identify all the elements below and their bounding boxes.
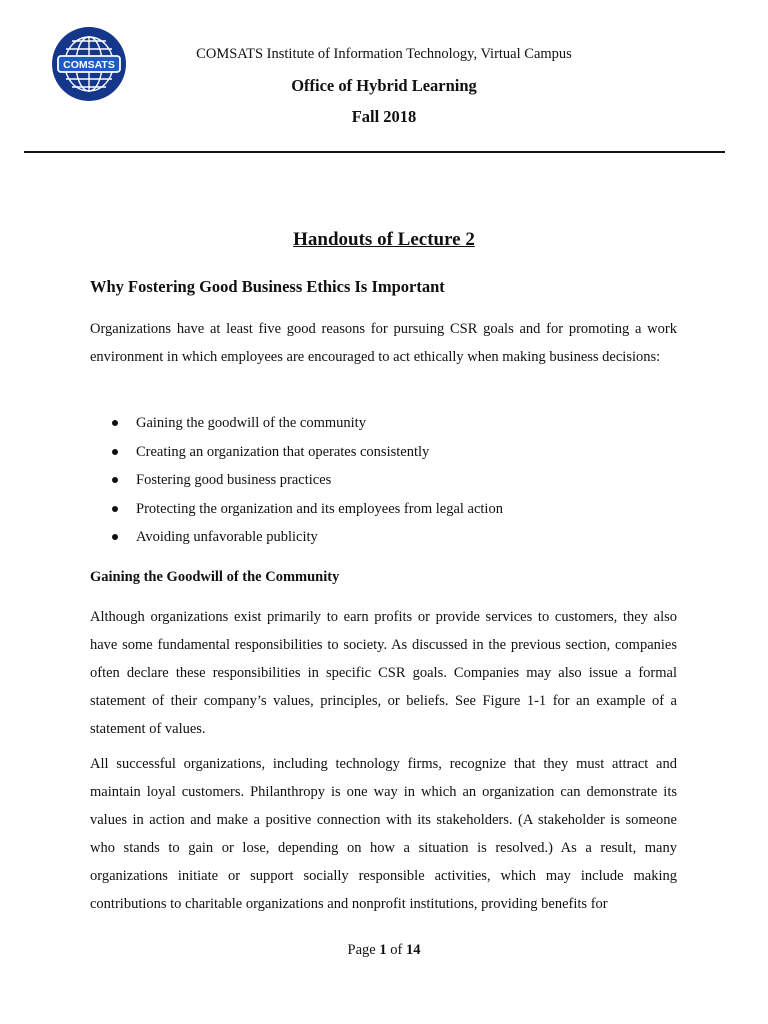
term-label: Fall 2018 bbox=[351, 107, 417, 126]
body-paragraph: All successful organizations, including technology firms, recognize that they must attract and maintain loyal customers. Philanthropy is one way in which an organization can demonstrate its values in action and make a positive connection with its stakeholders. (A stakeholder is someone who stands to gain or lose, depending on how a situation is resolved.) As a result, many organizations initiate or support socially responsible activities, which may include making contributions to charitable organizations and nonprofit institutions, providing benefits for bbox=[90, 756, 677, 912]
page-word: Page bbox=[347, 942, 376, 958]
header-divider bbox=[24, 151, 725, 153]
list-item-text: Avoiding unfavorable publicity bbox=[136, 529, 318, 545]
current-page: 1 bbox=[379, 942, 387, 958]
intro-paragraph: Organizations have at least five good reasons for pursuing CSR goals and for promoting a work environment in which employees are encouraged to act ethically when making business decisions: bbox=[90, 321, 677, 365]
list-item-text: Creating an organization that operates consistently bbox=[136, 443, 430, 460]
list-item bbox=[90, 438, 503, 467]
bullet-icon bbox=[112, 477, 118, 483]
logo-text: COMSATS bbox=[63, 59, 115, 71]
page-number bbox=[0, 942, 768, 959]
bullet-icon bbox=[112, 534, 118, 540]
list-item-text: Gaining the goodwill of the community bbox=[136, 415, 366, 431]
reasons-list bbox=[90, 409, 503, 552]
subsection-heading: Gaining the Goodwill of the Community bbox=[90, 569, 340, 585]
total-pages: 14 bbox=[405, 942, 421, 958]
institution-name: COMSATS Institute of Information Technology, Virtual Campus bbox=[196, 46, 572, 62]
body-paragraph: Although organizations exist primarily to earn profits or provide services to customers, they also have some fundamental responsibilities to society. As discussed in the previous section, companies often declare these responsibilities in specific CSR goals. Companies may also issue a formal statement of their company’s values, principles, or beliefs. See Figure 1-1 for an example of a statement of values. bbox=[90, 609, 677, 737]
bullet-icon bbox=[112, 420, 118, 426]
of-word: of bbox=[390, 942, 403, 958]
list-item bbox=[90, 466, 503, 495]
section-heading: Why Fostering Good Business Ethics Is Important bbox=[90, 277, 445, 296]
bullet-icon bbox=[112, 449, 118, 455]
list-item bbox=[90, 409, 503, 438]
bullet-icon bbox=[112, 506, 118, 512]
office-name: Office of Hybrid Learning bbox=[291, 76, 477, 95]
list-item-text: Protecting the organization and its employees from legal action bbox=[136, 500, 503, 517]
list-item-text: Fostering good business practices bbox=[136, 472, 332, 488]
document-title: Handouts of Lecture 2 bbox=[293, 229, 475, 250]
list-item bbox=[90, 495, 503, 524]
list-item bbox=[90, 523, 503, 552]
